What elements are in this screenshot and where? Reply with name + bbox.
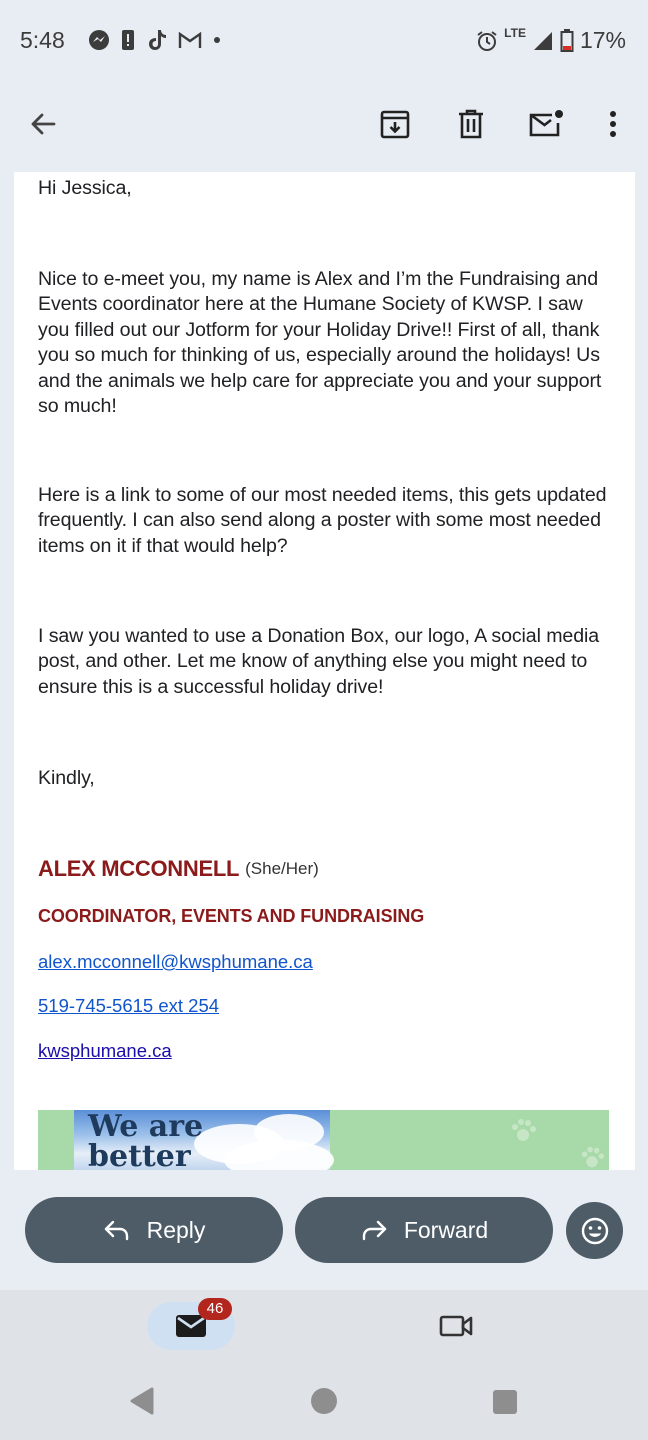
banner-text-line1: We are bbox=[88, 1110, 204, 1144]
email-paragraph-intro: Nice to e-meet you, my name is Alex and I’m the Fundraising and Events coordinator here at the Humane Society of KWSP. I saw you filled out our Jotform for your Holiday Drive!! First of all, thank you so much for thinking of us, especially around the holidays! Us and the animals we help care for appreciate you and your support so much! bbox=[38, 268, 602, 418]
trash-icon bbox=[456, 108, 486, 140]
nav-meet-tab[interactable] bbox=[432, 1308, 480, 1344]
signature-phone-link[interactable]: 519-745-5615 ext 254 bbox=[38, 995, 220, 1016]
back-button[interactable] bbox=[19, 100, 67, 148]
signature-title: COORDINATOR, EVENTS AND FUNDRAISING bbox=[38, 905, 425, 926]
status-bar bbox=[0, 0, 648, 80]
forward-button[interactable] bbox=[295, 1197, 553, 1263]
system-navigation-bar bbox=[0, 1360, 648, 1440]
video-camera-icon bbox=[439, 1313, 473, 1339]
forward-icon bbox=[360, 1219, 388, 1241]
delete-button[interactable] bbox=[447, 100, 495, 148]
mail-unread-icon bbox=[528, 108, 564, 140]
forward-label: Forward bbox=[403, 1216, 489, 1243]
network-type: LTE bbox=[504, 25, 526, 40]
emoji-reaction-button[interactable] bbox=[566, 1202, 623, 1259]
signature-name: ALEX MCCONNELL bbox=[38, 856, 240, 881]
status-time: 5:48 bbox=[20, 27, 65, 53]
signature-pronouns: (She/Her) bbox=[245, 859, 319, 878]
email-body bbox=[14, 172, 635, 1170]
banner-text-line2: better bbox=[88, 1139, 191, 1170]
reply-icon bbox=[103, 1219, 131, 1241]
system-recents-icon[interactable] bbox=[492, 1389, 518, 1415]
archive-icon bbox=[379, 108, 411, 140]
email-closing: Kindly, bbox=[38, 767, 95, 789]
signature-website-link[interactable]: kwsphumane.ca bbox=[38, 1040, 172, 1061]
signature-name-row bbox=[38, 856, 609, 882]
signature-email-link[interactable]: alex.mcconnell@kwsphumane.ca bbox=[38, 951, 313, 972]
alarm-icon bbox=[476, 30, 498, 52]
arrow-left-icon bbox=[28, 109, 58, 139]
signal-icon bbox=[532, 30, 554, 52]
signature-phone-row bbox=[38, 993, 609, 1019]
more-options-button[interactable] bbox=[589, 100, 637, 148]
signature-email-row bbox=[38, 949, 609, 975]
paw-print-icon bbox=[578, 1144, 606, 1170]
messenger-icon bbox=[88, 29, 110, 51]
battery-percent: 17% bbox=[579, 27, 626, 53]
smiley-icon bbox=[580, 1216, 610, 1246]
gmail-icon bbox=[178, 30, 202, 50]
more-vert-icon bbox=[608, 109, 618, 139]
notification-icons bbox=[88, 28, 222, 52]
bottom-navigation bbox=[0, 1290, 648, 1360]
email-toolbar bbox=[0, 80, 648, 172]
signature-title-row bbox=[38, 903, 609, 929]
email-paragraph-requests: I saw you wanted to use a Donation Box, our logo, A social media post, and other. Let me know of anything else you might need to ensure this is a successful holiday drive! bbox=[38, 625, 600, 698]
archive-button[interactable] bbox=[371, 100, 419, 148]
signature-banner-image bbox=[38, 1110, 609, 1170]
tiktok-icon bbox=[146, 28, 168, 52]
alert-icon bbox=[120, 29, 136, 51]
system-home-icon[interactable] bbox=[310, 1387, 338, 1415]
system-back-icon[interactable] bbox=[128, 1386, 156, 1416]
mark-unread-button[interactable] bbox=[522, 100, 570, 148]
cloud-shape bbox=[224, 1140, 334, 1170]
system-status bbox=[476, 27, 626, 54]
paw-print-icon bbox=[508, 1116, 538, 1146]
reply-button[interactable] bbox=[25, 1197, 283, 1263]
signature-website-row bbox=[38, 1038, 609, 1064]
reply-label: Reply bbox=[146, 1216, 206, 1243]
battery-icon bbox=[560, 29, 574, 53]
unread-count-badge: 46 bbox=[198, 1298, 232, 1320]
email-greeting: Hi Jessica, bbox=[38, 177, 132, 199]
email-paragraph-link: Here is a link to some of our most needed items, this gets updated frequently. I can also send along a poster with some most needed items on it if that would help? bbox=[38, 484, 607, 557]
banner-text bbox=[88, 1112, 203, 1170]
dot-icon bbox=[212, 35, 222, 45]
